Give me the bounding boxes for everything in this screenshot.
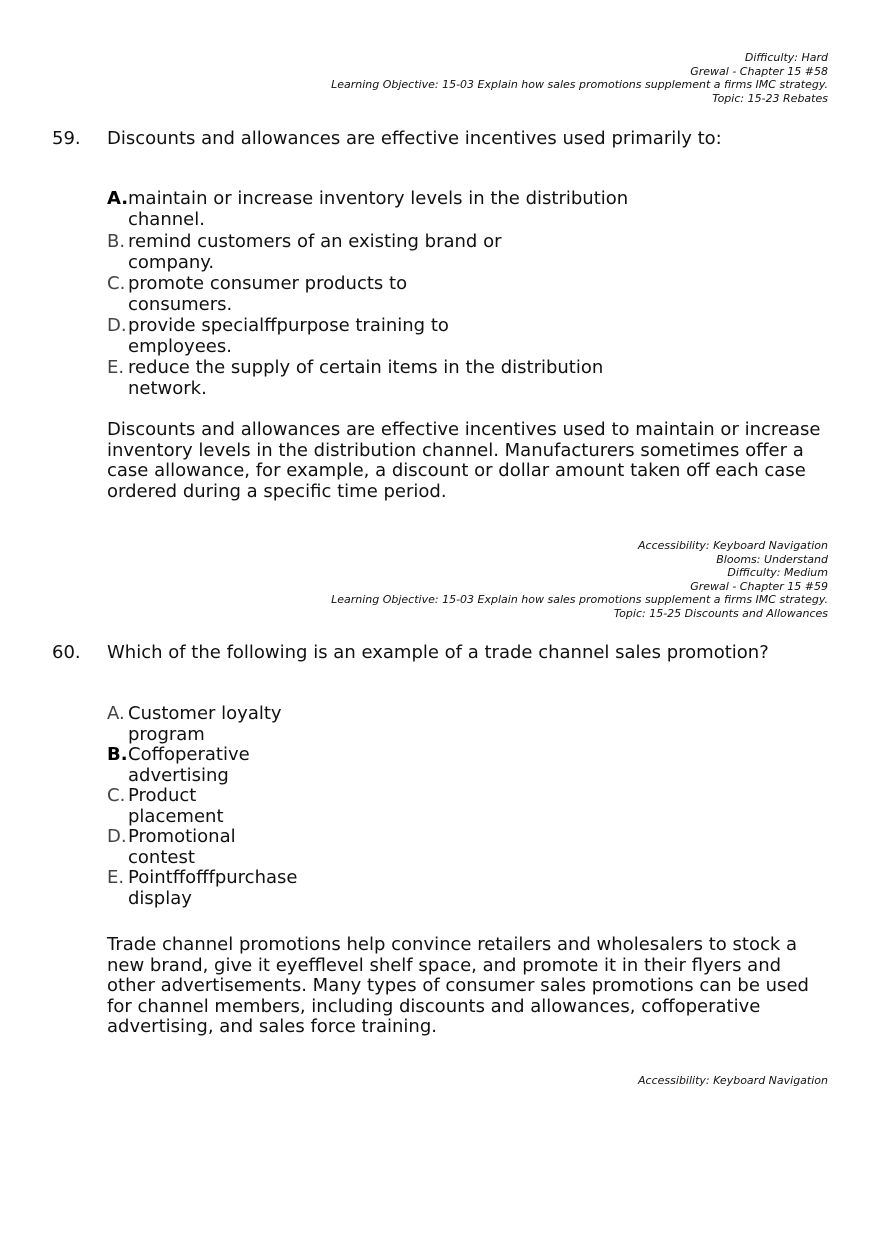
option-c (107, 786, 297, 827)
option-text: Coffoperative (128, 744, 250, 765)
option-b (107, 232, 628, 273)
option-a (107, 704, 297, 745)
option-text: Pointffofffpurchase (128, 867, 298, 888)
option-d (107, 827, 297, 868)
option-e (107, 868, 297, 909)
question-text: Which of the following is an example of a trade channel sales promotion? (107, 642, 769, 663)
option-text: reduce the supply of certain items in the distribution (128, 357, 604, 378)
option-letter: B. (107, 231, 126, 252)
option-text-cont: display (128, 887, 192, 909)
option-text: Promotional (128, 826, 236, 847)
option-letter: D. (107, 315, 127, 336)
option-text-cont: channel. (128, 208, 205, 230)
option-text: provide specialffpurpose training to (128, 315, 449, 336)
accessibility-tag: Accessibility: Keyboard Navigation (638, 539, 828, 552)
topic-tag: Topic: 15-25 Discounts and Allowances (613, 606, 828, 620)
answer-options (107, 189, 628, 399)
learning-objective-tag: Learning Objective: 15-03 Explain how sales promotions supplement a firms IMC strategy. (331, 78, 828, 91)
option-e (107, 358, 628, 399)
option-text: maintain or increase inventory levels in the distribution (128, 188, 629, 209)
answer-options (107, 704, 297, 909)
topic-tag: Topic: 15-23 Rebates (712, 91, 828, 105)
option-text-cont: program (128, 723, 205, 745)
option-letter: A. (107, 703, 125, 724)
accessibility-tag: Accessibility: Keyboard Navigation (638, 1074, 828, 1087)
option-letter: E. (107, 867, 125, 888)
answer-explanation: Discounts and allowances are effective incentives used to maintain or increase inventory levels in the distribution channel. Manufacturers sometimes offer a case allowance, for example, a discount or dollar amount taken off each case ordered during a specific time period. (107, 419, 821, 502)
metadata-block-q59 (331, 539, 828, 620)
question-number: 60. (52, 642, 81, 663)
blooms-tag: Blooms: Understand (716, 552, 828, 566)
answer-explanation: Trade channel promotions help convince retailers and wholesalers to stock a new brand, give it eyefflevel shelf space, and promote it in their flyers and other advertisements. Many types of consumer sales promotions can be used for channel members, including discounts and allowances, coffoperative advertising, and sales force training. (107, 934, 809, 1037)
metadata-block-q60 (638, 1074, 828, 1088)
option-text-cont: employees. (128, 335, 232, 357)
difficulty-tag: Difficulty: Medium (727, 566, 828, 579)
option-c (107, 274, 628, 315)
option-letter-correct: B. (107, 744, 128, 765)
option-a (107, 189, 628, 230)
question-number: 59. (52, 128, 81, 149)
option-letter: E. (107, 357, 125, 378)
metadata-block-q58 (331, 51, 828, 105)
option-text: remind customers of an existing brand or (128, 231, 502, 252)
option-text: promote consumer products to (128, 273, 408, 294)
option-text-cont: company. (128, 251, 215, 273)
option-text-cont: contest (128, 846, 195, 868)
chapter-tag: Grewal - Chapter 15 #58 (690, 64, 828, 78)
option-letter-correct: A. (107, 188, 129, 209)
option-b (107, 745, 297, 786)
learning-objective-tag: Learning Objective: 15-03 Explain how sales promotions supplement a firms IMC strategy. (331, 593, 828, 606)
option-letter: C. (107, 785, 126, 806)
question-text: Discounts and allowances are effective incentives used primarily to: (107, 128, 722, 149)
option-text-cont: network. (128, 377, 207, 399)
chapter-tag: Grewal - Chapter 15 #59 (690, 579, 828, 593)
option-letter: D. (107, 826, 127, 847)
option-text-cont: consumers. (128, 293, 233, 315)
difficulty-tag: Difficulty: Hard (744, 51, 828, 64)
option-text: Product (128, 785, 197, 806)
option-text: Customer loyalty (128, 703, 282, 724)
option-text-cont: advertising (128, 764, 229, 786)
option-letter: C. (107, 273, 126, 294)
option-text-cont: placement (128, 805, 224, 827)
option-d (107, 316, 628, 357)
